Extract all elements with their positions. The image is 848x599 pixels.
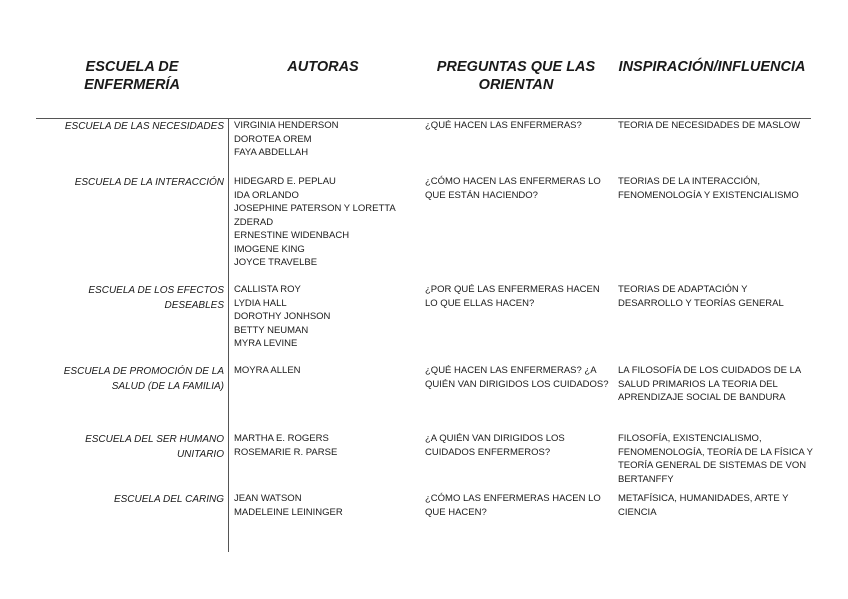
- header-school: ESCUELA DE ENFERMERÍA: [84, 59, 180, 93]
- authors-list: [234, 175, 420, 270]
- author-name: JOSEPHINE PATERSON Y LORETTA ZDERAD: [234, 203, 396, 228]
- author-name: ERNESTINE WIDENBACH: [234, 230, 350, 241]
- author-name: VIRGINIA HENDERSON: [234, 120, 339, 131]
- school-name: ESCUELA DEL CARING: [113, 494, 224, 505]
- influence-text: TEORIA DE NECESIDADES DE MASLOW: [618, 120, 801, 131]
- header-authors: AUTORAS: [287, 59, 359, 75]
- guiding-question: ¿CÓMO HACEN LAS ENFERMERAS LO QUE ESTÁN HACIENDO?: [425, 176, 601, 201]
- author-name: CALLISTA ROY: [234, 284, 301, 295]
- guiding-question: ¿QUÉ HACEN LAS ENFERMERAS? ¿A QUIÉN VAN DIRIGIDOS LOS CUIDADOS?: [425, 365, 609, 390]
- author-name: BETTY NEUMAN: [234, 324, 309, 336]
- author-name: LYDIA HALL: [234, 297, 287, 309]
- school-name: ESCUELA DE LAS NECESIDADES: [64, 121, 224, 132]
- influence-text: FILOSOFÍA, EXISTENCIALISMO, FENOMENOLOGÍA, TEORÍA DE LA FÍSICA Y TEORÍA GENERAL DE SISTEMAS DE VON BERTANFFY: [618, 433, 813, 485]
- author-name: DOROTHY JONHSON: [234, 311, 331, 322]
- author-name: HIDEGARD E. PEPLAU: [234, 176, 336, 187]
- guiding-question: ¿CÓMO LAS ENFERMERAS HACEN LO QUE HACEN?: [425, 493, 601, 518]
- column-divider: [228, 118, 229, 552]
- guiding-question: ¿A QUIÉN VAN DIRIGIDOS LOS CUIDADOS ENFERMEROS?: [425, 433, 565, 458]
- authors-list: [234, 283, 420, 351]
- guiding-question: ¿POR QUÉ LAS ENFERMERAS HACEN LO QUE ELLAS HACEN?: [425, 284, 600, 309]
- guiding-question: ¿QUÉ HACEN LAS ENFERMERAS?: [425, 120, 582, 131]
- school-name: ESCUELA DE LOS EFECTOS DESEABLES: [88, 285, 224, 311]
- authors-list: [234, 364, 420, 378]
- author-name: MARTHA E. ROGERS: [234, 433, 329, 444]
- author-name: IDA ORLANDO: [234, 189, 299, 201]
- author-name: IMOGENE KING: [234, 243, 305, 255]
- school-name: ESCUELA DE LA INTERACCIÓN: [74, 177, 224, 188]
- school-name: ESCUELA DE PROMOCIÓN DE LA SALUD (DE LA FAMILIA): [63, 366, 224, 392]
- header-questions: PREGUNTAS QUE LAS ORIENTAN: [436, 59, 596, 93]
- influence-text: TEORIAS DE LA INTERACCIÓN, FENOMENOLOGÍA Y EXISTENCIALISMO: [618, 176, 799, 201]
- author-name: MADELEINE LEININGER: [234, 506, 343, 518]
- authors-list: [234, 119, 420, 160]
- header-influence: INSPIRACIÓN/INFLUENCIA: [618, 59, 806, 75]
- author-name: FAYA ABDELLAH: [234, 147, 309, 158]
- author-name: DOROTEA OREM: [234, 133, 312, 145]
- influence-text: TEORIAS DE ADAPTACIÓN Y DESARROLLO Y TEORÍAS GENERAL: [618, 284, 784, 309]
- school-name: ESCUELA DEL SER HUMANO UNITARIO: [85, 434, 224, 460]
- influence-text: LA FILOSOFÍA DE LOS CUIDADOS DE LA SALUD PRIMARIOS LA TEORIA DEL APRENDIZAJE SOCIAL DE BANDURA: [618, 365, 801, 403]
- author-name: ROSEMARIE R. PARSE: [234, 446, 338, 458]
- author-name: MOYRA ALLEN: [234, 365, 301, 376]
- author-name: JOYCE TRAVELBE: [234, 257, 318, 268]
- authors-list: [234, 432, 420, 459]
- influence-text: METAFÍSICA, HUMANIDADES, ARTE Y CIENCIA: [618, 493, 789, 518]
- authors-list: [234, 492, 420, 519]
- author-name: JEAN WATSON: [234, 493, 302, 504]
- author-name: MYRA LEVINE: [234, 338, 298, 349]
